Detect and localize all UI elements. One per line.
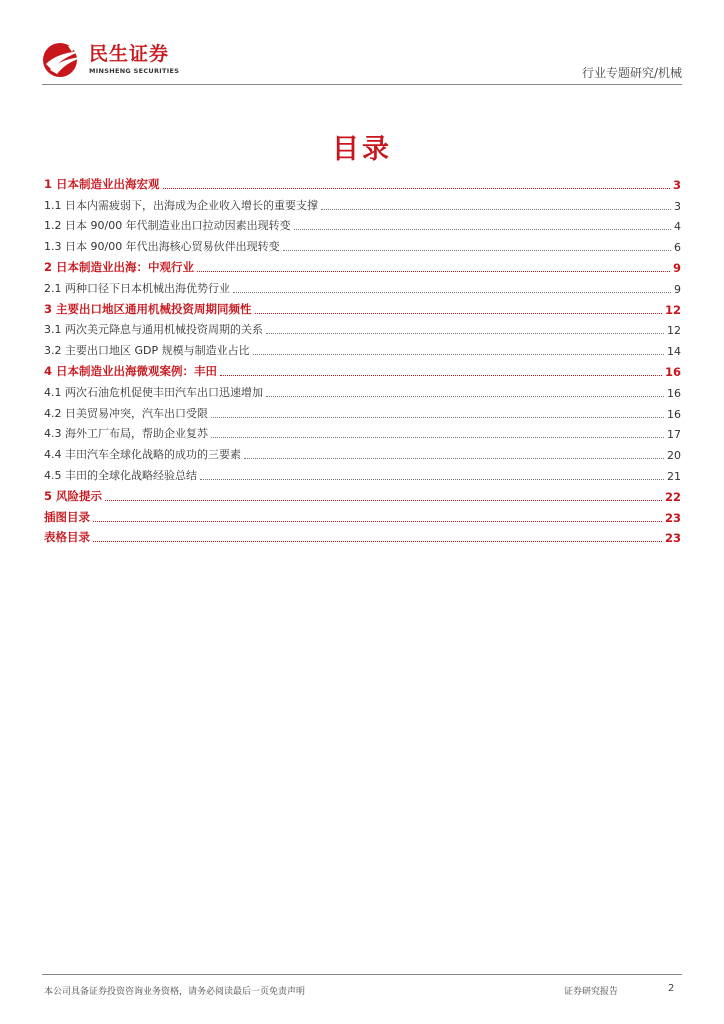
toc-entry-label[interactable]: 4.2 日美贸易冲突，汽车出口受限: [44, 406, 208, 420]
toc-entry-page[interactable]: 20: [667, 449, 681, 463]
toc-entry-label[interactable]: 2 日本制造业出海：中观行业: [44, 259, 195, 274]
toc-dot-leader: [233, 292, 671, 293]
toc-section-entry[interactable]: [44, 527, 681, 548]
toc-entry-label[interactable]: 表格目录: [44, 530, 90, 545]
toc-entry-label[interactable]: 1.1 日本内需疲弱下，出海成为企业收入增长的重要支撑: [44, 198, 318, 212]
toc-dot-leader: [211, 417, 664, 418]
toc-entry-page[interactable]: 16: [667, 386, 681, 400]
header-divider: [42, 84, 682, 85]
toc-section-entry[interactable]: [44, 173, 681, 194]
toc-entry-page[interactable]: 3: [674, 199, 681, 213]
toc-dot-leader: [283, 250, 671, 251]
footer-divider: [42, 974, 682, 975]
toc-section-entry[interactable]: [44, 298, 681, 319]
logo-english-name: MINSHENG SECURITIES: [89, 67, 180, 75]
toc-entry-label[interactable]: 1.3 日本 90/00 年代出海核心贸易伙伴出现转变: [44, 240, 280, 254]
toc-entry-page[interactable]: 9: [674, 282, 681, 296]
toc-section-entry[interactable]: [44, 506, 681, 527]
toc-title: 目录: [332, 134, 392, 165]
toc-dot-leader: [163, 188, 670, 189]
toc-dot-leader: [266, 396, 664, 397]
toc-dot-leader: [93, 541, 662, 542]
report-category: 行业专题研究/机械: [581, 66, 682, 80]
toc-entry-label[interactable]: 3.1 两次美元降息与通用机械投资周期的关系: [44, 323, 263, 337]
toc-subsection-entry[interactable]: [44, 464, 681, 485]
toc-entry-label[interactable]: 1 日本制造业出海宏观: [44, 176, 160, 191]
toc-dot-leader: [253, 354, 664, 355]
logo-chinese-name: 民生证券: [89, 43, 170, 65]
toc-entry-label[interactable]: 5 风险提示: [44, 488, 103, 503]
toc-subsection-entry[interactable]: [44, 443, 681, 464]
toc-dot-leader: [266, 333, 664, 334]
page-number: 2: [668, 983, 675, 994]
toc-entry-page[interactable]: 16: [664, 364, 681, 379]
toc-dot-leader: [255, 313, 662, 314]
toc-dot-leader: [220, 375, 662, 376]
toc-section-entry[interactable]: [44, 360, 681, 381]
toc-dot-leader: [294, 229, 671, 230]
toc-entry-label[interactable]: 插图目录: [44, 509, 90, 524]
toc-entry-page[interactable]: 16: [667, 407, 681, 421]
toc-subsection-entry[interactable]: [44, 381, 681, 402]
toc-entry-page[interactable]: 23: [664, 510, 681, 525]
table-of-contents: [44, 173, 681, 547]
toc-subsection-entry[interactable]: [44, 235, 681, 256]
toc-entry-page[interactable]: 12: [667, 324, 681, 338]
toc-dot-leader: [321, 209, 671, 210]
toc-entry-label[interactable]: 3.2 主要出口地区 GDP 规模与制造业占比: [44, 344, 250, 358]
toc-entry-page[interactable]: 21: [667, 469, 681, 483]
toc-subsection-entry[interactable]: [44, 215, 681, 236]
toc-entry-label[interactable]: 1.2 日本 90/00 年代制造业出口拉动因素出现转变: [44, 219, 291, 233]
toc-entry-label[interactable]: 4.1 两次石油危机促使丰田汽车出口迅速增加: [44, 385, 263, 399]
footer-disclaimer: 本公司具备证券投资咨询业务资格，请务必阅读最后一页免责声明: [44, 987, 306, 997]
toc-entry-page[interactable]: 3: [672, 177, 681, 192]
minsheng-logo-icon: [42, 42, 84, 78]
toc-subsection-entry[interactable]: [44, 339, 681, 360]
toc-entry-label[interactable]: 4.4 丰田汽车全球化战略的成功的三要素: [44, 448, 241, 462]
toc-entry-label[interactable]: 4.3 海外工厂布局，帮助企业复苏: [44, 427, 208, 441]
toc-entry-label[interactable]: 4.5 丰田的全球化战略经验总结: [44, 468, 197, 482]
toc-entry-page[interactable]: 14: [667, 345, 681, 359]
footer-report-type: 证券研究报告: [564, 987, 619, 997]
toc-entry-page[interactable]: 23: [664, 531, 681, 546]
toc-dot-leader: [197, 271, 670, 272]
toc-subsection-entry[interactable]: [44, 277, 681, 298]
toc-subsection-entry[interactable]: [44, 194, 681, 215]
toc-entry-page[interactable]: 9: [672, 260, 681, 275]
toc-section-entry[interactable]: [44, 256, 681, 277]
toc-dot-leader: [211, 437, 664, 438]
toc-dot-leader: [200, 479, 664, 480]
toc-entry-page[interactable]: 6: [674, 241, 681, 255]
toc-entry-page[interactable]: 22: [664, 489, 681, 504]
toc-entry-label[interactable]: 4 日本制造业出海微观案例：丰田: [44, 363, 218, 378]
toc-entry-label[interactable]: 2.1 两种口径下日本机械出海优势行业: [44, 281, 230, 295]
toc-dot-leader: [105, 500, 662, 501]
toc-entry-page[interactable]: 12: [664, 302, 681, 317]
company-logo: [42, 42, 180, 78]
toc-dot-leader: [93, 521, 662, 522]
toc-dot-leader: [244, 458, 664, 459]
toc-entry-page[interactable]: 4: [674, 220, 681, 234]
toc-section-entry[interactable]: [44, 485, 681, 506]
toc-subsection-entry[interactable]: [44, 402, 681, 423]
page-header: [0, 0, 724, 90]
toc-subsection-entry[interactable]: [44, 319, 681, 340]
toc-entry-page[interactable]: 17: [667, 428, 681, 442]
toc-entry-label[interactable]: 3 主要出口地区通用机械投资周期同频性: [44, 301, 252, 316]
toc-subsection-entry[interactable]: [44, 423, 681, 444]
